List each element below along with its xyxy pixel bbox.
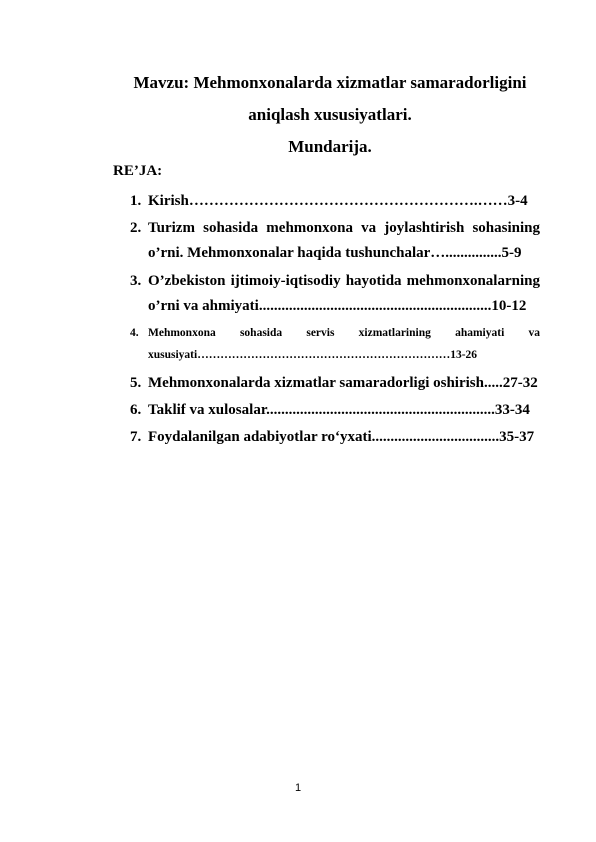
toc-item-text-continued: o’rni. Mehmonxonalar haqida tushunchalar…...............5-9	[148, 245, 522, 261]
toc-item	[130, 398, 540, 423]
toc-item-text: O’zbekiston ijtimoiy-iqtisodiy hayotida mehmonxonalarning	[148, 273, 540, 289]
toc-item-number: 5.	[130, 375, 142, 391]
toc-item	[130, 216, 540, 266]
toc-item	[130, 189, 540, 214]
toc-item-text: Turizm sohasida mehmonxona va joylashtirish sohasining	[148, 220, 540, 236]
toc-item-text-continued: o’rni va ahmiyati..............................................................10-12	[148, 298, 527, 314]
document-title-line-1: Mavzu: Mehmonxonalarda xizmatlar samaradorligini	[133, 73, 527, 92]
page-number: 1	[294, 782, 302, 794]
toc-item	[130, 425, 540, 450]
plan-label: RE’JA:	[113, 163, 163, 179]
toc-item	[130, 322, 540, 366]
toc-item-text: Foydalanilgan adabiyotlar ro‘yxati..................................35-37	[148, 429, 535, 445]
toc-item-text: Taklif va xulosalar.............................................................33-34	[148, 402, 530, 418]
toc-item	[130, 371, 540, 396]
toc-item	[130, 269, 540, 319]
toc-item-number: 4.	[130, 327, 139, 339]
contents-heading: Mundarija.	[288, 137, 372, 156]
toc-item-number: 1.	[130, 193, 142, 209]
toc-item-text: Mehmonxonalarda xizmatlar samaradorligi oshirish.....27-32	[148, 375, 538, 391]
toc-item-number: 7.	[130, 429, 142, 445]
toc-item-number: 6.	[130, 402, 142, 418]
toc-item-number: 3.	[130, 273, 142, 289]
toc-item-number: 2.	[130, 220, 142, 236]
toc-item-text-continued: xususiyati…………………………………………………………13-26	[148, 349, 478, 361]
toc-item-text: Mehmonxona sohasida servis xizmatlarining ahamiyati va	[148, 327, 540, 339]
document-title-line-2: aniqlash xususiyatlari.	[248, 105, 412, 124]
toc-item-text: Kirish………………………………………………….……3-4	[148, 193, 528, 209]
